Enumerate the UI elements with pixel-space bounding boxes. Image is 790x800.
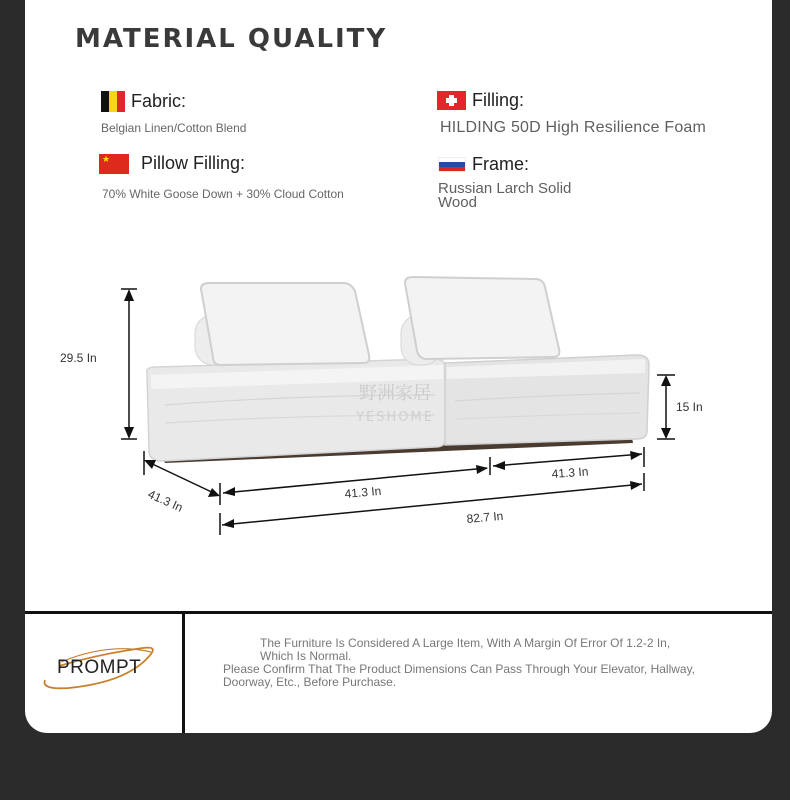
prompt-badge (39, 640, 159, 694)
height-dimension (60, 289, 137, 439)
note-line-1: The Furniture Is Considered A Large Item, With A Margin Of Error Of 1.2-2 In, (260, 636, 671, 650)
note-line-4: Doorway, Etc., Before Purchase. (223, 675, 397, 689)
depth-label: 41.3 In (145, 486, 186, 515)
note-line-2: Which Is Normal. (260, 649, 352, 663)
divider-vertical (182, 614, 185, 733)
russia-flag-icon (438, 157, 466, 172)
total-width-dimension (220, 473, 644, 535)
material-quality-card (25, 0, 772, 733)
switzerland-flag-icon (437, 91, 466, 110)
divider-horizontal (25, 611, 772, 614)
right-width-label: 41.3 In (551, 464, 589, 481)
sofa-dimension-diagram (25, 255, 772, 555)
sofa-image (147, 277, 649, 463)
spec-pillow-filling (99, 153, 344, 201)
watermark-cn: 野洲家居 (359, 383, 431, 404)
left-width-label: 41.3 In (344, 483, 382, 501)
height-label: 29.5 In (60, 351, 97, 365)
left-width-dimension (223, 457, 490, 501)
seat-height-label: 15 In (676, 400, 703, 414)
seat-height-dimension (657, 375, 703, 439)
filling-value: HILDING 50D High Resilience Foam (440, 119, 707, 136)
belgium-flag-icon (101, 91, 125, 112)
pillow-filling-label: Pillow Filling: (141, 153, 246, 173)
fabric-label: Fabric: (131, 91, 187, 111)
note-line-3: Please Confirm That The Product Dimensions Can Pass Through Your Elevator, Hallway, (223, 662, 696, 676)
spec-filling (437, 90, 706, 137)
fabric-value: Belgian Linen/Cotton Blend (101, 121, 247, 135)
filling-label: Filling: (472, 90, 525, 110)
total-width-label: 82.7 In (466, 508, 504, 526)
pillow-filling-value: 70% White Goose Down + 30% Cloud Cotton (102, 187, 344, 201)
spec-fabric (101, 91, 246, 135)
page-title: MATERIAL QUALITY (75, 24, 388, 54)
china-flag-icon: ★ (99, 154, 129, 174)
frame-value: Russian Larch Solid Wood (438, 180, 572, 211)
frame-label: Frame: (472, 154, 530, 174)
watermark-en: YESHOME (356, 410, 434, 425)
right-width-dimension (493, 447, 644, 481)
prompt-note (223, 637, 723, 689)
prompt-label: PROMPT (57, 657, 142, 678)
spec-frame (438, 154, 598, 210)
